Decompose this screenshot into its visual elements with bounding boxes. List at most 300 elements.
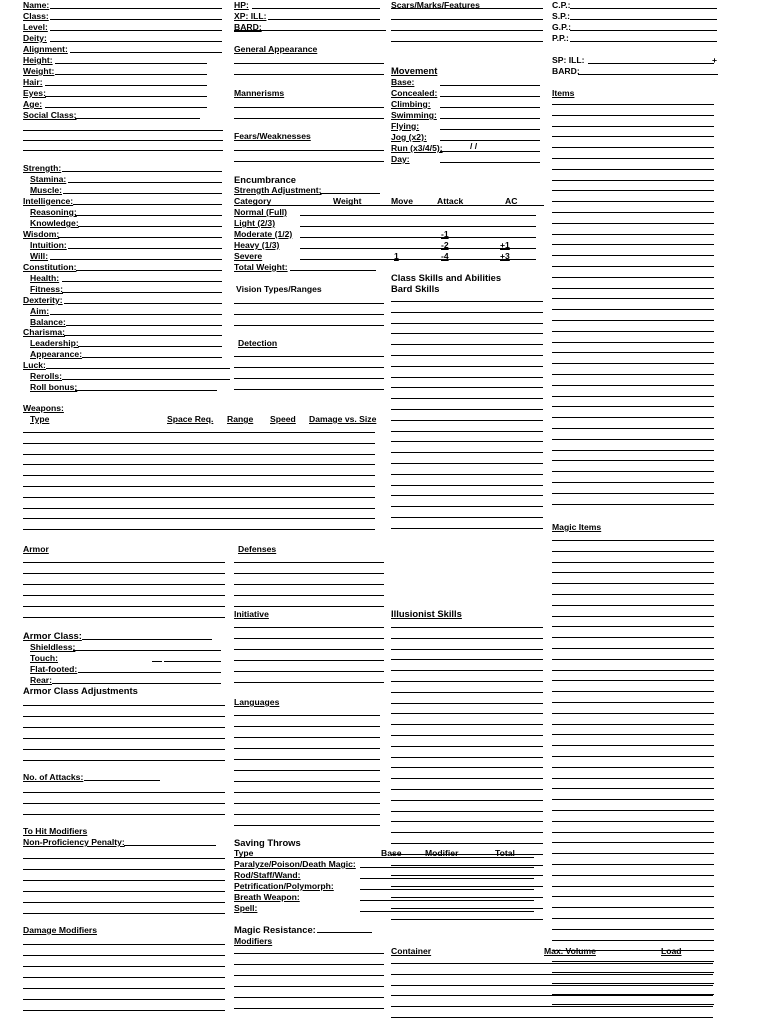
magic-item-line[interactable] [552,896,714,897]
armor-line[interactable] [23,562,225,563]
bard-skill-line[interactable] [391,506,543,507]
magic-item-line[interactable] [552,972,714,973]
item-line[interactable] [552,244,714,245]
movement-field[interactable] [440,107,540,108]
damage-line[interactable] [23,966,225,967]
detection-line[interactable] [234,356,384,357]
appearance-line[interactable] [234,74,384,75]
magic-item-line[interactable] [552,799,714,800]
illusionist-skill-line[interactable] [391,735,543,736]
illusionist-skill-line[interactable] [391,843,543,844]
scar-line[interactable] [391,19,543,20]
magic-item-line[interactable] [552,950,714,951]
attack-line[interactable] [23,803,225,804]
item-line[interactable] [552,223,714,224]
defense-line[interactable] [234,584,384,585]
item-line[interactable] [552,136,714,137]
sp-field[interactable] [570,19,717,20]
bard-skill-line[interactable] [391,344,543,345]
vision-line[interactable] [234,303,384,304]
illusionist-skill-line[interactable] [391,908,543,909]
xp-ill-field[interactable] [268,19,380,20]
magic-item-line[interactable] [552,821,714,822]
magic-item-line[interactable] [552,713,714,714]
magic-resistance-line[interactable] [234,975,384,976]
dexterity-field[interactable] [64,303,222,304]
magic-item-line[interactable] [552,961,714,962]
movement-field[interactable] [440,129,540,130]
mannerisms-line[interactable] [234,107,384,108]
magic-item-line[interactable] [552,551,714,552]
pp-field[interactable] [570,41,717,42]
language-line[interactable] [234,792,380,793]
initiative-line[interactable] [234,671,384,672]
illusionist-skill-line[interactable] [391,821,543,822]
ac-adjustment-line[interactable] [23,705,225,706]
detection-line[interactable] [234,367,384,368]
item-line[interactable] [552,115,714,116]
bard-skill-line[interactable] [391,301,543,302]
knowledge-field[interactable] [78,226,222,227]
bard-skill-line[interactable] [391,474,543,475]
defense-line[interactable] [234,606,384,607]
gp-field[interactable] [570,30,717,31]
flat-footed-field[interactable] [78,672,221,673]
initiative-line[interactable] [234,660,384,661]
bard-skill-line[interactable] [391,387,543,388]
intuition-field[interactable] [68,248,222,249]
item-line[interactable] [552,201,714,202]
item-line[interactable] [552,266,714,267]
aim-field[interactable] [50,314,222,315]
illusionist-skills-label: Illusionist Skills [391,608,462,619]
movement-field[interactable] [440,85,540,86]
movement-field[interactable] [440,140,540,141]
damage-line[interactable] [23,1010,225,1011]
movement-field[interactable] [440,118,540,119]
magic-resistance-line[interactable] [234,997,384,998]
bard-skill-line[interactable] [391,528,543,529]
enc-category-cell: Moderate (1/2) [234,229,293,239]
fitness-field[interactable] [62,292,222,293]
language-line[interactable] [234,814,380,815]
magic-item-line[interactable] [552,907,714,908]
item-line[interactable] [552,169,714,170]
attack-line[interactable] [23,792,225,793]
illusionist-skill-line[interactable] [391,670,543,671]
magic-item-line[interactable] [552,734,714,735]
container-line[interactable] [391,995,713,996]
alignment-field[interactable] [70,52,222,53]
detection-line[interactable] [234,389,384,390]
hair-field[interactable] [45,85,207,86]
bard-skill-line[interactable] [391,495,543,496]
damage-line[interactable] [23,988,225,989]
attack-line[interactable] [23,814,225,815]
magic-item-line[interactable] [552,940,714,941]
illusionist-skill-line[interactable] [391,627,543,628]
language-line[interactable] [234,781,380,782]
to-hit-line[interactable] [23,902,225,903]
container-line[interactable] [391,974,713,975]
bard-skill-line[interactable] [391,452,543,453]
scar-line[interactable] [391,41,543,42]
saving-throw-field[interactable] [360,900,534,901]
enc-row-line[interactable] [300,226,536,227]
illusionist-skill-line[interactable] [391,703,543,704]
touch-field-a[interactable] [152,661,162,662]
illusionist-skill-line[interactable] [391,692,543,693]
movement-field[interactable] [440,162,540,163]
container-line[interactable] [391,985,713,986]
balance-field[interactable] [66,325,222,326]
bard-skill-line[interactable] [391,485,543,486]
initiative-line[interactable] [234,638,384,639]
flat-footed-label: Flat-footed: [30,664,78,674]
will-field[interactable] [50,259,222,260]
weapon-row-line[interactable] [23,454,375,455]
item-line[interactable] [552,158,714,159]
rear-field[interactable] [52,683,221,684]
illusionist-skill-line[interactable] [391,789,543,790]
muscle-label: Muscle: [30,185,62,195]
height-field[interactable] [55,63,207,64]
item-line[interactable] [552,234,714,235]
to-hit-line[interactable] [23,869,225,870]
scar-line[interactable] [391,8,543,9]
illusionist-skill-line[interactable] [391,767,543,768]
defense-line[interactable] [234,573,384,574]
social-class-field[interactable] [75,118,200,119]
magic-item-line[interactable] [552,1004,714,1005]
magic-item-line[interactable] [552,680,714,681]
illusionist-skill-line[interactable] [391,886,543,887]
appearance-field[interactable] [82,357,222,358]
weapon-row-line[interactable] [23,518,375,519]
magic-item-line[interactable] [552,994,714,995]
bard-skill-line[interactable] [391,323,543,324]
weapon-row-line[interactable] [23,475,375,476]
bard-sp-field[interactable] [578,74,718,75]
magic-item-line[interactable] [552,842,714,843]
initiative-line[interactable] [234,649,384,650]
touch-field-b[interactable] [164,661,221,662]
armor-line[interactable] [23,573,225,574]
item-line[interactable] [552,190,714,191]
item-line[interactable] [552,460,714,461]
item-line[interactable] [552,320,714,321]
bard-skill-line[interactable] [391,377,543,378]
name-field[interactable] [50,8,222,9]
item-line[interactable] [552,406,714,407]
enc-row-line[interactable] [300,215,536,216]
ac-adjustment-line[interactable] [23,716,225,717]
bard-skill-line[interactable] [391,366,543,367]
to-hit-line[interactable] [23,891,225,892]
intelligence-field[interactable] [73,204,222,205]
illusionist-skill-line[interactable] [391,875,543,876]
bard-skill-line[interactable] [391,409,543,410]
item-line[interactable] [552,309,714,310]
bard-skill-line[interactable] [391,398,543,399]
fears-line[interactable] [234,161,384,162]
luck-field[interactable] [46,368,230,369]
magic-resistance-line[interactable] [234,953,384,954]
magic-item-line[interactable] [552,767,714,768]
bard-skills-label: Bard Skills [391,283,440,294]
to-hit-line[interactable] [23,913,225,914]
item-line[interactable] [552,147,714,148]
weapon-row-line[interactable] [23,529,375,530]
fears-line[interactable] [234,150,384,151]
magic-resistance-line[interactable] [234,986,384,987]
weapon-row-line[interactable] [23,443,375,444]
item-line[interactable] [552,180,714,181]
weapon-row-line[interactable] [23,508,375,509]
armor-line[interactable] [23,595,225,596]
wisdom-field[interactable] [58,237,222,238]
magic-item-line[interactable] [552,810,714,811]
bard-skill-line[interactable] [391,355,543,356]
weapon-row-line[interactable] [23,497,375,498]
container-line[interactable] [391,963,713,964]
weapon-row-line[interactable] [23,486,375,487]
item-line[interactable] [552,277,714,278]
item-line[interactable] [552,126,714,127]
saving-throw-field[interactable] [360,878,534,879]
armor-class-field[interactable] [82,639,212,640]
saving-throw-field[interactable] [360,889,534,890]
stamina-field[interactable] [68,182,222,183]
scar-line[interactable] [391,30,543,31]
reasoning-field[interactable] [75,215,222,216]
language-line[interactable] [234,748,380,749]
item-line[interactable] [552,428,714,429]
weight-field[interactable] [55,74,207,75]
magic-resistance-line[interactable] [234,1008,384,1009]
saving-throw-field[interactable] [360,911,534,912]
item-line[interactable] [552,342,714,343]
item-line[interactable] [552,450,714,451]
magic-item-line[interactable] [552,983,714,984]
language-line[interactable] [234,770,380,771]
nonprof-field[interactable] [124,845,216,846]
illusionist-skill-line[interactable] [391,919,543,920]
magic-item-line[interactable] [552,886,714,887]
damage-line[interactable] [23,977,225,978]
defense-line[interactable] [234,595,384,596]
initiative-line[interactable] [234,682,384,683]
deity-field[interactable] [50,41,222,42]
illusionist-skill-line[interactable] [391,854,543,855]
magic-item-line[interactable] [552,853,714,854]
item-line[interactable] [552,104,714,105]
weapon-row-line[interactable] [23,464,375,465]
item-line[interactable] [552,255,714,256]
magic-item-line[interactable] [552,875,714,876]
item-line[interactable] [552,471,714,472]
damage-line[interactable] [23,955,225,956]
rerolls-field[interactable] [62,379,230,380]
magic-item-line[interactable] [552,745,714,746]
strength-adjustment-field[interactable] [320,193,380,194]
item-line[interactable] [552,363,714,364]
armor-line[interactable] [23,584,225,585]
health-field[interactable] [62,281,222,282]
illusionist-skill-line[interactable] [391,757,543,758]
sp-ill-field[interactable] [588,63,714,64]
ac-adjustment-line[interactable] [23,760,225,761]
weapon-row-line[interactable] [23,432,375,433]
saving-throw-field[interactable] [360,867,534,868]
item-line[interactable] [552,417,714,418]
magic-item-line[interactable] [552,724,714,725]
item-line[interactable] [552,352,714,353]
illusionist-skill-line[interactable] [391,865,543,866]
illusionist-skill-line[interactable] [391,778,543,779]
enc-attack-header: Attack [437,196,464,206]
item-line[interactable] [552,439,714,440]
magic-resistance-field[interactable] [317,932,372,933]
magic-item-line[interactable] [552,616,714,617]
container-line[interactable] [391,1017,713,1018]
item-line[interactable] [552,288,714,289]
illusionist-skill-line[interactable] [391,649,543,650]
hp-field[interactable] [252,8,380,9]
item-line[interactable] [552,385,714,386]
movement-field[interactable] [440,96,540,97]
vision-line[interactable] [234,314,384,315]
illusionist-skill-line[interactable] [391,638,543,639]
illusionist-skill-line[interactable] [391,681,543,682]
magic-item-line[interactable] [552,605,714,606]
bard-skill-line[interactable] [391,517,543,518]
blank-line[interactable] [23,130,223,131]
cp-field[interactable] [570,8,717,9]
language-line[interactable] [234,803,380,804]
magic-item-line[interactable] [552,594,714,595]
language-line[interactable] [234,737,380,738]
magic-item-line[interactable] [552,832,714,833]
armor-line[interactable] [23,606,225,607]
magic-item-line[interactable] [552,918,714,919]
enc-row-line[interactable] [300,237,536,238]
defense-line[interactable] [234,562,384,563]
item-line[interactable] [552,212,714,213]
ac-adjustment-line[interactable] [23,749,225,750]
bard-skill-line[interactable] [391,420,543,421]
movement-field[interactable] [440,151,540,152]
magic-item-line[interactable] [552,572,714,573]
roll-bonus-field[interactable] [75,390,217,391]
language-line[interactable] [234,726,380,727]
bard-skill-line[interactable] [391,431,543,432]
container-line[interactable] [391,1006,713,1007]
vision-line[interactable] [234,325,384,326]
magic-item-line[interactable] [552,788,714,789]
attacks-field[interactable] [84,780,160,781]
illusionist-skill-line[interactable] [391,832,543,833]
magic-item-line[interactable] [552,626,714,627]
shieldless-field[interactable] [73,650,221,651]
detection-line[interactable] [234,378,384,379]
leadership-field[interactable] [78,346,222,347]
magic-item-line[interactable] [552,929,714,930]
magic-item-line[interactable] [552,637,714,638]
illusionist-skill-line[interactable] [391,659,543,660]
bard-skill-line[interactable] [391,441,543,442]
strength-field[interactable] [62,171,222,172]
bard-xp-field[interactable] [234,30,386,31]
bard-skill-line[interactable] [391,333,543,334]
illusionist-skill-line[interactable] [391,897,543,898]
damage-line[interactable] [23,999,225,1000]
mannerisms-line[interactable] [234,118,384,119]
magic-item-line[interactable] [552,691,714,692]
total-weight-field[interactable] [290,270,376,271]
bard-skill-line[interactable] [391,463,543,464]
ac-adjustment-line[interactable] [23,727,225,728]
magic-item-line[interactable] [552,583,714,584]
illusionist-skill-line[interactable] [391,724,543,725]
item-line[interactable] [552,331,714,332]
damage-line[interactable] [23,944,225,945]
language-line[interactable] [234,825,380,826]
age-field[interactable] [45,107,207,108]
item-line[interactable] [552,504,714,505]
armor-line[interactable] [23,617,225,618]
illusionist-skill-line[interactable] [391,811,543,812]
bard-skill-line[interactable] [391,312,543,313]
magic-resistance-line[interactable] [234,964,384,965]
enc-row-line[interactable] [300,259,536,260]
blank-line[interactable] [23,150,223,151]
item-line[interactable] [552,374,714,375]
language-line[interactable] [234,715,380,716]
enc-row-line[interactable] [300,248,536,249]
item-line[interactable] [552,482,714,483]
magic-item-line[interactable] [552,540,714,541]
blank-line[interactable] [23,140,223,141]
item-line[interactable] [552,493,714,494]
level-field[interactable] [50,30,222,31]
constitution-field[interactable] [76,270,222,271]
magic-item-line[interactable] [552,778,714,779]
charisma-field[interactable] [64,335,222,336]
illusionist-skill-line[interactable] [391,746,543,747]
magic-item-line[interactable] [552,648,714,649]
appearance-line[interactable] [234,63,384,64]
to-hit-line[interactable] [23,880,225,881]
to-hit-line[interactable] [23,858,225,859]
magic-item-line[interactable] [552,659,714,660]
magic-item-line[interactable] [552,562,714,563]
magic-item-line[interactable] [552,864,714,865]
eyes-field[interactable] [45,96,207,97]
ac-adjustment-line[interactable] [23,738,225,739]
magic-item-line[interactable] [552,670,714,671]
muscle-field[interactable] [63,193,222,194]
class-field[interactable] [50,19,222,20]
initiative-line[interactable] [234,627,384,628]
magic-item-line[interactable] [552,756,714,757]
item-line[interactable] [552,298,714,299]
item-line[interactable] [552,396,714,397]
illusionist-skill-line[interactable] [391,800,543,801]
language-line[interactable] [234,759,380,760]
illusionist-skill-line[interactable] [391,713,543,714]
magic-item-line[interactable] [552,702,714,703]
